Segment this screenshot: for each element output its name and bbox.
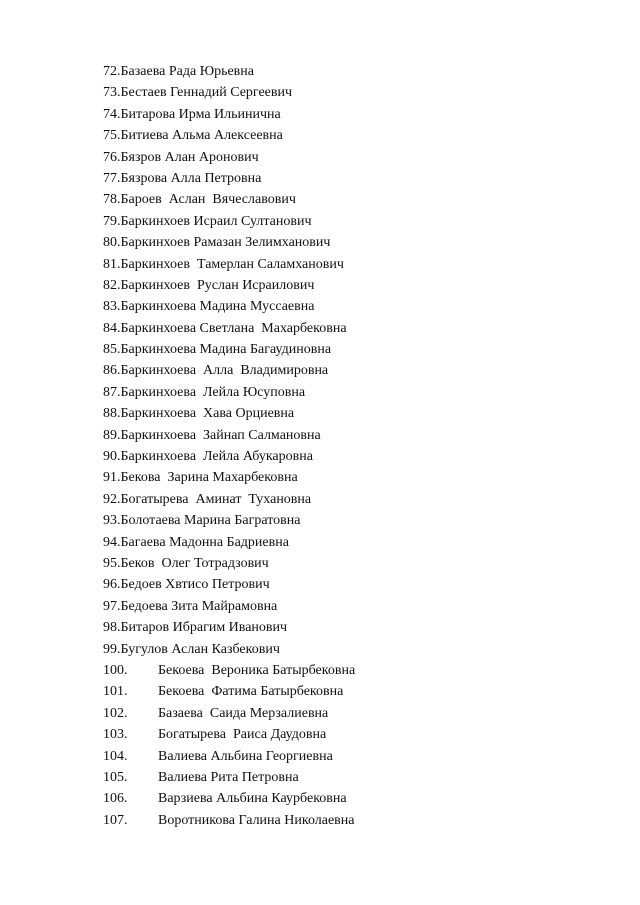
item-number: 78. xyxy=(103,192,121,208)
item-number: 102. xyxy=(103,705,128,721)
list-item xyxy=(103,489,355,510)
item-number: 85. xyxy=(103,342,121,358)
person-name: Богатырева Аминат Тухановна xyxy=(120,491,312,507)
item-number: 95. xyxy=(103,555,121,571)
person-name: Баркинхоева Лейла Абукаровна xyxy=(120,449,313,465)
person-name: Битарова Ирма Ильинична xyxy=(120,106,281,122)
item-number: 105. xyxy=(103,769,128,785)
list-item xyxy=(103,211,355,232)
item-number: 98. xyxy=(103,620,121,636)
list-item xyxy=(103,82,355,103)
list-item xyxy=(103,168,355,189)
person-name: Варзиева Альбина Каурбековна xyxy=(158,791,347,807)
person-name: Бекова Зарина Махарбековна xyxy=(120,470,298,486)
list-item xyxy=(103,810,355,831)
list-item xyxy=(103,767,355,788)
person-name: Битаров Ибрагим Иванович xyxy=(120,620,288,636)
item-number: 89. xyxy=(103,427,121,443)
item-number: 75. xyxy=(103,128,121,144)
item-number: 101. xyxy=(103,684,128,700)
item-number: 92. xyxy=(103,491,121,507)
person-name: Баркинхоев Рамазан Зелимханович xyxy=(120,235,331,251)
list-item xyxy=(103,639,355,660)
person-name: Баркинхоева Алла Владимировна xyxy=(120,363,329,379)
item-number: 104. xyxy=(103,748,128,764)
person-name: Бекоева Фатима Батырбековна xyxy=(158,684,344,700)
item-number: 72. xyxy=(103,64,121,79)
person-name: Болотаева Марина Багратовна xyxy=(120,513,301,529)
person-name: Битиева Альма Алексеевна xyxy=(120,128,283,144)
person-name: Баркинхоева Мадина Багаудиновна xyxy=(120,342,332,358)
person-name: Баркинхоева Светлана Махарбековна xyxy=(120,320,347,336)
person-name: Бязров Алан Аронович xyxy=(120,149,259,165)
person-name: Воротникова Галина Николаевна xyxy=(158,812,355,828)
item-number: 91. xyxy=(103,470,121,486)
list-item xyxy=(103,189,355,210)
person-name: Бароев Аслан Вячеславович xyxy=(120,192,296,208)
item-number: 94. xyxy=(103,534,121,550)
list-item xyxy=(103,746,355,767)
list-item xyxy=(103,382,355,403)
list-item xyxy=(103,318,355,339)
list-item xyxy=(103,254,355,275)
item-number: 84. xyxy=(103,320,121,336)
item-number: 90. xyxy=(103,449,121,465)
list-item xyxy=(103,147,355,168)
item-number: 73. xyxy=(103,85,121,101)
person-name: Валиева Альбина Георгиевна xyxy=(158,748,333,764)
name-list xyxy=(103,61,355,831)
list-item xyxy=(103,617,355,638)
person-name: Валиева Рита Петровна xyxy=(158,769,299,785)
person-name: Баркинхоева Мадина Муссаевна xyxy=(120,299,315,315)
list-item xyxy=(103,660,355,681)
person-name: Баркинхоева Лейла Юсуповна xyxy=(120,384,306,400)
item-number: 96. xyxy=(103,577,121,593)
person-name: Баркинхоев Исраил Султанович xyxy=(120,213,312,229)
item-number: 87. xyxy=(103,384,121,400)
item-number: 103. xyxy=(103,727,128,743)
list-item xyxy=(103,446,355,467)
person-name: Баркинхоева Зайнап Салмановна xyxy=(120,427,321,443)
list-item xyxy=(103,532,355,553)
person-name: Базаева Саида Мерзалиевна xyxy=(158,705,329,721)
item-number: 81. xyxy=(103,256,121,272)
person-name: Бедоева Зита Майрамовна xyxy=(120,598,278,614)
item-number: 86. xyxy=(103,363,121,379)
person-name: Баркинхоев Руслан Исраилович xyxy=(120,277,315,293)
person-name: Беков Олег Тотрадзович xyxy=(120,555,269,571)
item-number: 93. xyxy=(103,513,121,529)
list-item xyxy=(103,61,355,82)
list-item xyxy=(103,510,355,531)
person-name: Бязрова Алла Петровна xyxy=(120,170,262,186)
list-item xyxy=(103,703,355,724)
item-number: 80. xyxy=(103,235,121,251)
item-number: 74. xyxy=(103,106,121,122)
person-name: Багаева Мадонна Бадриевна xyxy=(120,534,289,550)
item-number: 77. xyxy=(103,170,121,186)
item-number: 99. xyxy=(103,641,121,657)
person-name: Богатырева Раиса Даудовна xyxy=(158,727,327,743)
list-item xyxy=(103,425,355,446)
list-item xyxy=(103,125,355,146)
list-item xyxy=(103,104,355,125)
person-name: Бедоев Хвтисо Петрович xyxy=(120,577,270,593)
person-name: Базаева Рада Юрьевна xyxy=(120,64,254,79)
item-number: 88. xyxy=(103,406,121,422)
person-name: Баркинхоева Хава Орциевна xyxy=(120,406,295,422)
list-item xyxy=(103,275,355,296)
list-item xyxy=(103,296,355,317)
item-number: 107. xyxy=(103,812,128,828)
list-item xyxy=(103,788,355,809)
list-item xyxy=(103,232,355,253)
list-item xyxy=(103,339,355,360)
person-name: Бугулов Аслан Казбекович xyxy=(120,641,280,657)
list-item xyxy=(103,403,355,424)
item-number: 100. xyxy=(103,662,128,678)
item-number: 82. xyxy=(103,277,121,293)
person-name: Бестаев Геннадий Сергеевич xyxy=(120,85,293,101)
list-item xyxy=(103,681,355,702)
item-number: 79. xyxy=(103,213,121,229)
item-number: 83. xyxy=(103,299,121,315)
person-name: Бекоева Вероника Батырбековна xyxy=(158,662,356,678)
list-item xyxy=(103,360,355,381)
list-item xyxy=(103,553,355,574)
list-item xyxy=(103,574,355,595)
list-item xyxy=(103,467,355,488)
item-number: 106. xyxy=(103,791,128,807)
list-item xyxy=(103,724,355,745)
item-number: 76. xyxy=(103,149,121,165)
item-number: 97. xyxy=(103,598,121,614)
person-name: Баркинхоев Тамерлан Саламханович xyxy=(120,256,344,272)
list-item xyxy=(103,596,355,617)
